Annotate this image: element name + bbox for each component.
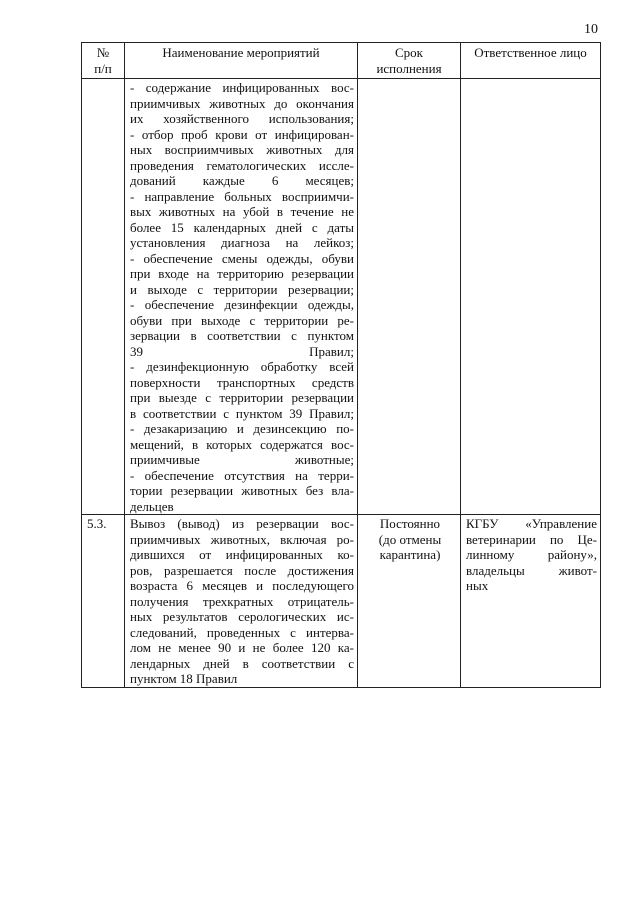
row1-responsible-cell: [461, 79, 601, 515]
row1-text-line: - содержание инфицированных вос-: [130, 80, 354, 95]
row1-num-cell: [82, 79, 125, 515]
row2-responsible-line: ных: [466, 578, 489, 593]
row2-responsible-cell: [461, 515, 601, 688]
row1-text-line: и выходе с территории резервации;: [130, 281, 354, 297]
row1-responsible: [461, 79, 600, 80]
row2-responsible-line: КГБУ «Управление: [466, 516, 597, 531]
row2-term-line: карантина): [379, 547, 441, 562]
row1-text-line: дельцев: [130, 498, 174, 514]
header-num: [82, 43, 125, 79]
table-row: [82, 79, 601, 515]
row2-text-line: получения трехкратных отрицатель-: [130, 593, 354, 609]
row2-num: 5.3.: [87, 516, 107, 531]
row2-text-line: возраста 6 месяцев и последующего: [130, 578, 354, 593]
row1-num: [82, 79, 124, 80]
table-row: [82, 515, 601, 688]
row1-text-line: при входе на территорию резервации: [130, 266, 354, 281]
header-num-line: №: [96, 45, 110, 60]
row2-term: [358, 515, 460, 563]
row1-text-line: - отбор проб крови от инфицирован-: [130, 126, 354, 142]
header-term-line: Срок: [395, 45, 423, 60]
row1-text-line: более 15 календарных дней с даты: [130, 219, 354, 235]
row1-text-line: установления диагноза на лейкоз;: [130, 235, 354, 250]
row1-text-line: - дезакаризацию и дезинсекцию по-: [130, 421, 354, 436]
row1-text-line: при выезде с территории резервации: [130, 390, 354, 405]
row1-text-line: - направление больных восприимчи-: [130, 188, 354, 204]
row1-text-line: - дезинфекционную обработку всей: [130, 359, 354, 374]
row2-text-line: пунктом 18 Правил: [130, 671, 238, 686]
row1-text-line: - обеспечение дезинфекции одежды,: [130, 297, 354, 312]
row2-text-line: приимчивых животных, включая ро-: [130, 531, 354, 547]
row2-text-line: следований, проведенных с интерва-: [130, 624, 354, 640]
header-responsible-line: Ответственное лицо: [474, 45, 587, 60]
row1-text-line: в соответствии с пунктом 39 Правил;: [130, 405, 354, 421]
row2-term-cell: [358, 515, 461, 688]
row2-responsible-line: линному району»,: [466, 547, 597, 562]
row1-term: [358, 79, 460, 80]
row2-name-cell: [125, 515, 358, 688]
row2-text-line: дившихся от инфицированных ко-: [130, 547, 354, 562]
header-name: [125, 43, 358, 79]
row1-text-line: вых животных на убой в течение не: [130, 204, 354, 219]
row2-text-line: ров, разрешается после достижения: [130, 562, 354, 578]
row1-text-line: обуви при выходе с территории ре-: [130, 312, 354, 328]
events-table: [81, 42, 601, 688]
row2-text-line: лом не менее 90 и не более 120 ка-: [130, 640, 354, 655]
row1-text-line: приимчивые животные;: [130, 452, 354, 467]
row1-text-line: - обеспечение отсутствия на терри-: [130, 467, 354, 483]
row2-text-line: ных результатов серологических ис-: [130, 609, 354, 624]
row2-responsible-line: владельцы живот-: [466, 562, 597, 578]
row1-text-line: поверхности транспортных средств: [130, 374, 354, 390]
row1-name-cell: [125, 79, 358, 515]
row2-term-line: (до отмены: [378, 531, 442, 547]
row1-term-cell: [358, 79, 461, 515]
row1-text-line: зервации в соответствии с пунктом: [130, 328, 354, 343]
row2-text-line: Вывоз (вывод) из резервации вос-: [130, 516, 354, 531]
row1-name-text: [125, 79, 357, 514]
row2-num-cell: [82, 515, 125, 688]
header-num-line: п/п: [94, 60, 112, 76]
row2-text-line: лендарных дней в соответствии с: [130, 655, 354, 671]
row1-text-line: их хозяйственного использования;: [130, 111, 354, 126]
row2-responsible: [461, 515, 600, 594]
row2-term-line: Постоянно: [379, 516, 441, 531]
header-term-line: исполнения: [376, 60, 442, 76]
header-term: [358, 43, 461, 79]
row2-responsible-line: ветеринарии по Це-: [466, 531, 597, 547]
header-responsible: [461, 43, 601, 79]
row1-text-line: - обеспечение смены одежды, обуви: [130, 250, 354, 266]
row1-text-line: 39 Правил;: [130, 343, 354, 359]
table-header-row: [82, 43, 601, 79]
page-number: 10: [584, 22, 598, 37]
row1-text-line: приимчивых животных до окончания: [130, 95, 354, 111]
header-name-line: Наименование мероприятий: [162, 45, 320, 60]
row1-text-line: проведения гематологических иссле-: [130, 157, 354, 173]
row1-text-line: ных восприимчивых животных для: [130, 142, 354, 157]
row1-text-line: мещений, в которых содержатся вос-: [130, 436, 354, 452]
row1-text-line: дований каждые 6 месяцев;: [130, 173, 354, 188]
row2-name-text: [125, 515, 357, 687]
row1-text-line: тории резервации животных без вла-: [130, 483, 354, 498]
